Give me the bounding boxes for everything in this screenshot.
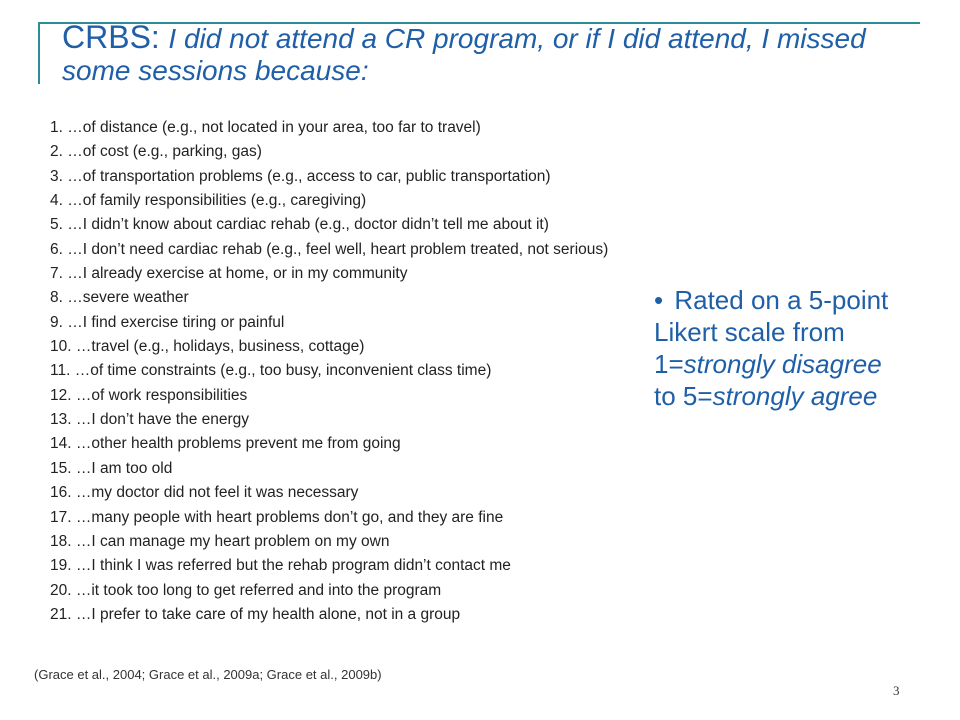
barrier-reasons-list	[50, 116, 608, 627]
callout-emphasis-agree: strongly agree	[712, 381, 878, 411]
citation: (Grace et al., 2004; Grace et al., 2009a; Grace et al., 2009b)	[34, 667, 382, 682]
reason-item: 15. …I am too old	[50, 459, 173, 477]
reason-item: 2. …of cost (e.g., parking, gas)	[50, 143, 262, 161]
reason-item: 19. …I think I was referred but the rehab program didn’t contact me	[50, 557, 511, 575]
callout-text-1: Rated on a 5-point Likert scale from 1=	[654, 285, 889, 379]
reason-item: 7. …I already exercise at home, or in my community	[50, 265, 408, 283]
rating-scale-callout	[654, 284, 904, 412]
reason-item: 13. …I don’t have the energy	[50, 411, 250, 429]
reason-item: 14. …other health problems prevent me from going	[50, 435, 401, 453]
reason-item: 1. …of distance (e.g., not located in your area, too far to travel)	[50, 119, 481, 136]
page-number: 3	[893, 683, 900, 698]
reason-item: 10. …travel (e.g., holidays, business, cottage)	[50, 338, 365, 356]
reason-item: 4. …of family responsibilities (e.g., caregiving)	[50, 192, 367, 210]
reason-item: 17. …many people with heart problems don’t go, and they are fine	[50, 508, 504, 526]
callout-text-2: to 5=	[654, 381, 713, 411]
reason-item: 6. …I don’t need cardiac rehab (e.g., feel well, heart problem treated, not serious)	[50, 240, 609, 258]
callout-emphasis-disagree: strongly disagree	[683, 349, 882, 379]
reason-item: 18. …I can manage my heart problem on my own	[50, 532, 390, 550]
reason-item: 9. …I find exercise tiring or painful	[50, 313, 285, 331]
reason-item: 20. …it took too long to get referred and into the program	[50, 581, 442, 599]
reason-item: 12. …of work responsibilities	[50, 386, 248, 404]
reason-item: 21. …I prefer to take care of my health alone, not in a group	[50, 605, 461, 623]
reason-item: 16. …my doctor did not feel it was necessary	[50, 484, 359, 502]
slide-title-question: I did not attend a CR program, or if I did attend, I missed some sessions because:	[62, 23, 866, 86]
slide-title-lead: CRBS:	[62, 19, 160, 55]
reason-item: 3. …of transportation problems (e.g., access to car, public transportation)	[50, 167, 551, 185]
reason-item: 8. …severe weather	[50, 289, 189, 307]
title-rule-left	[38, 22, 40, 84]
slide-title	[62, 19, 922, 86]
reason-item: 5. …I didn’t know about cardiac rehab (e.g., doctor didn’t tell me about it)	[50, 216, 549, 234]
bullet-icon: •	[654, 285, 664, 315]
reason-item: 11. …of time constraints (e.g., too busy, inconvenient class time)	[50, 362, 492, 380]
